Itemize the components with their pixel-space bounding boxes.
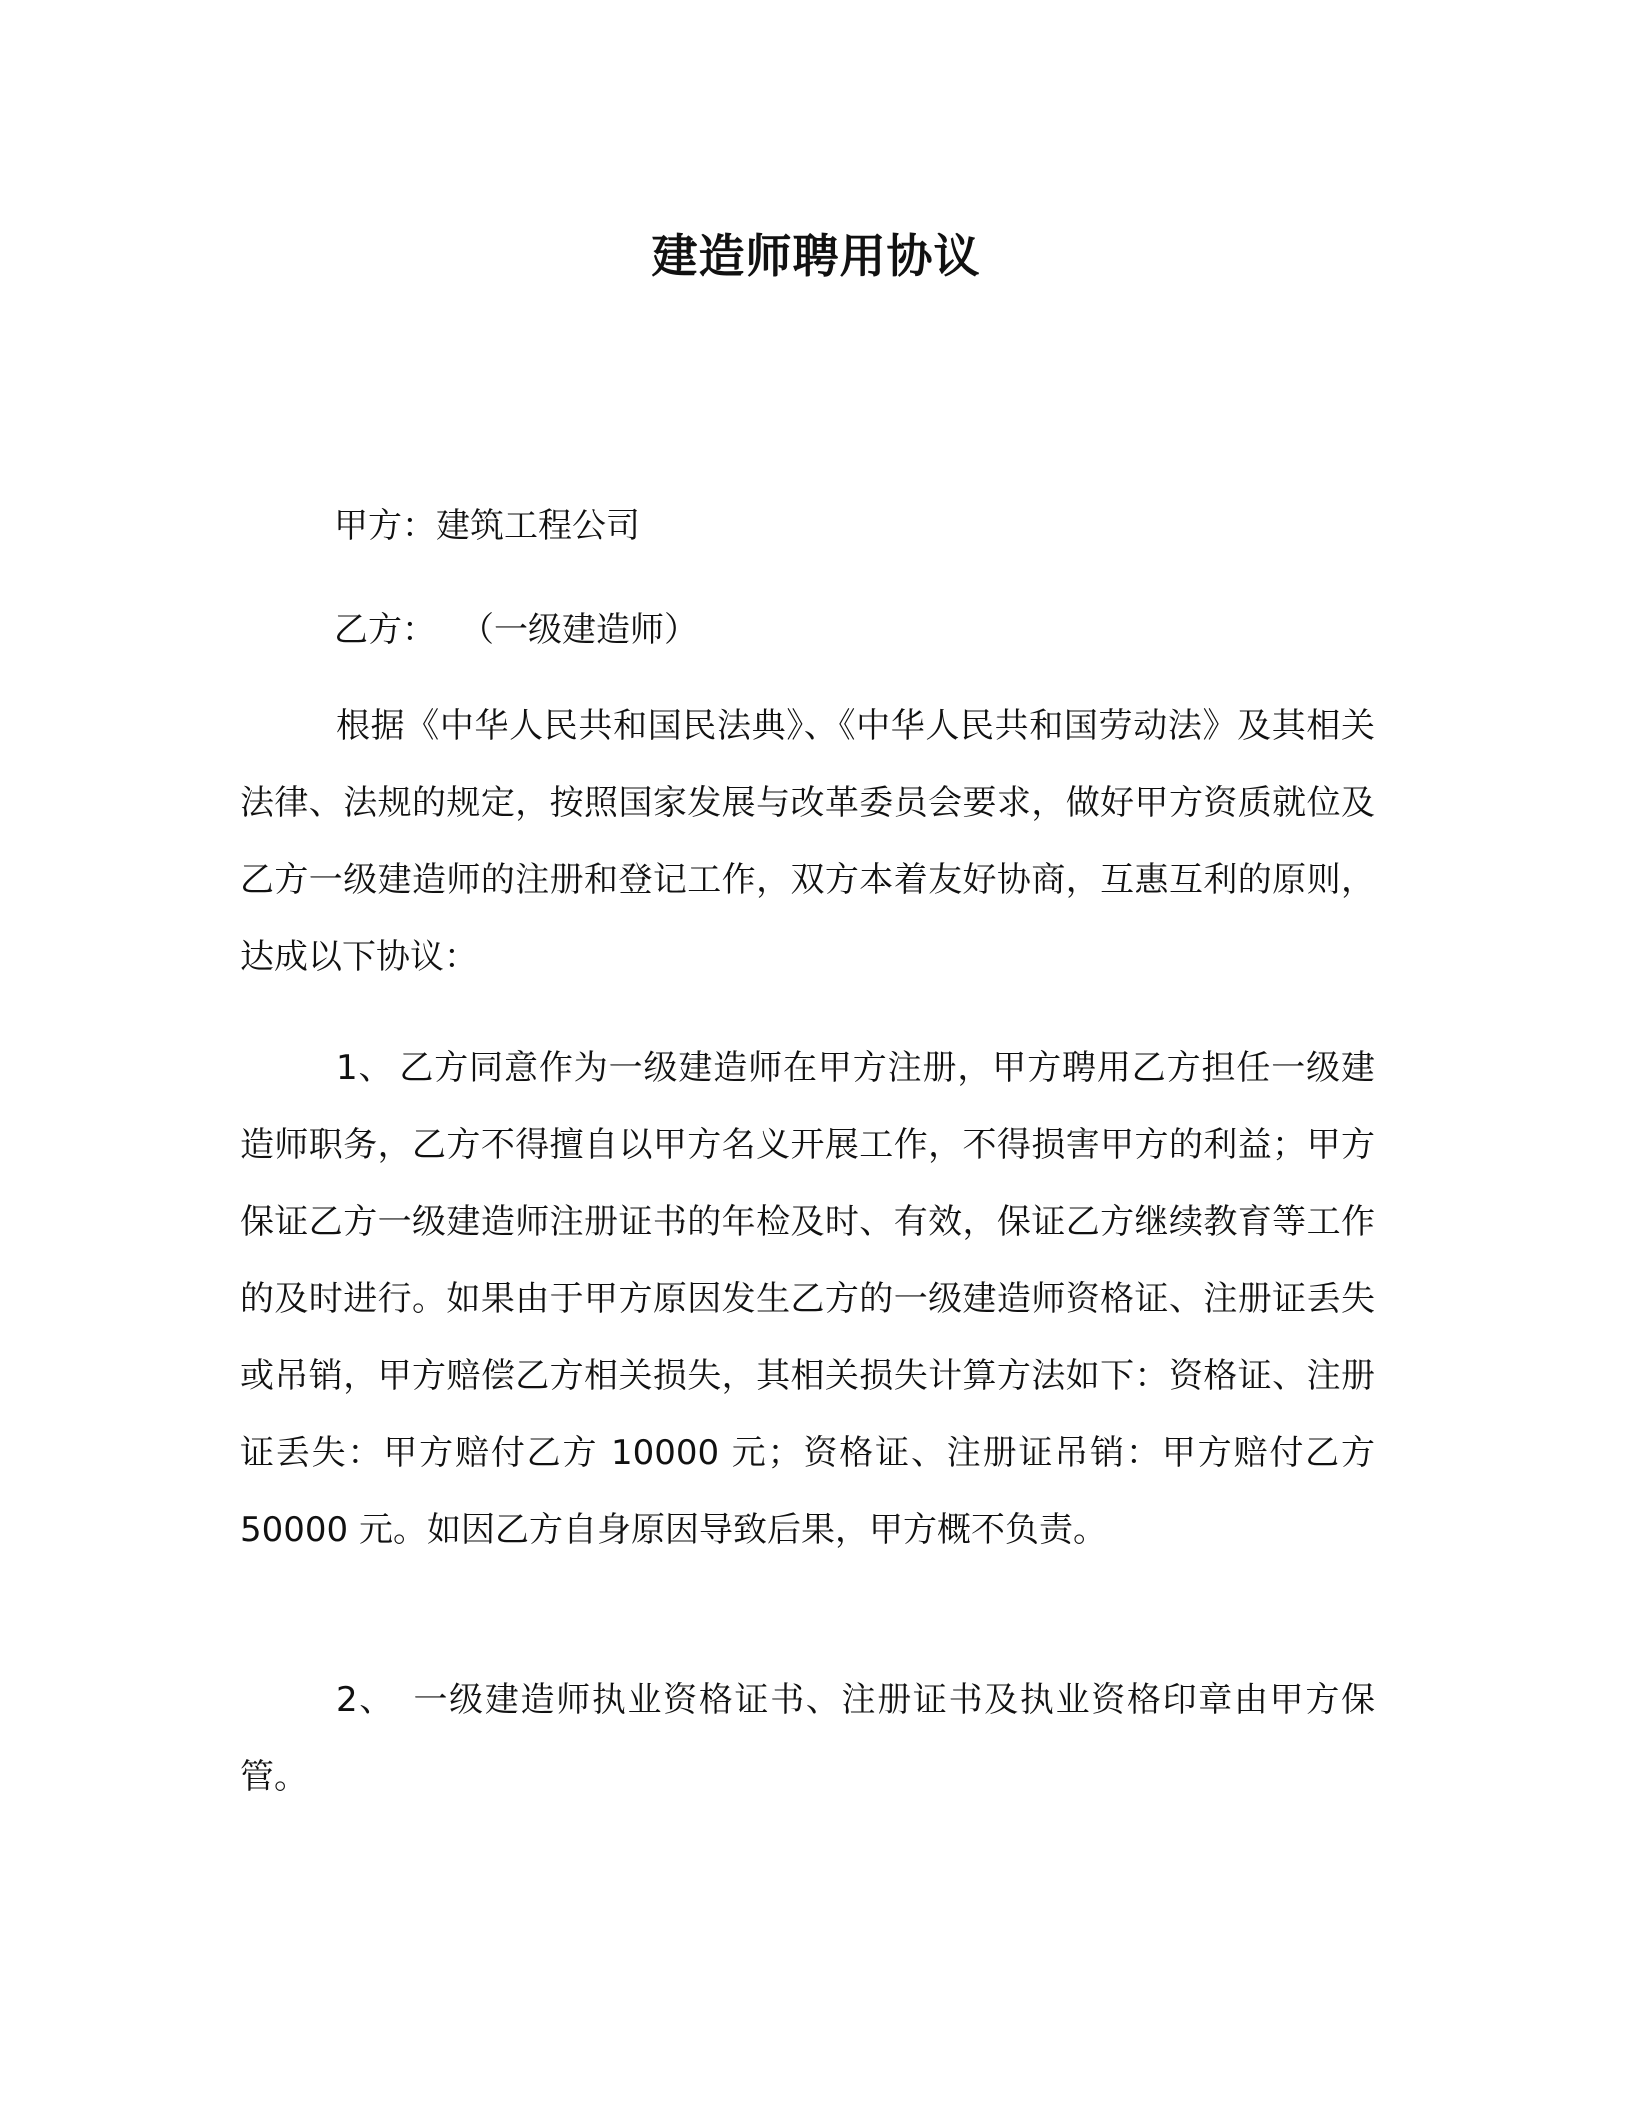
party-a-line xyxy=(334,498,640,547)
clause-2-number: 2、 xyxy=(336,1680,395,1720)
clause-2-text: 一级建造师执业资格证书、注册证书及执业资格印章由甲方保管。 xyxy=(240,1680,1375,1797)
party-b-line xyxy=(334,602,698,651)
party-a-value: 建筑工程公司 xyxy=(436,506,640,546)
clause-1-number: 1、 xyxy=(336,1048,394,1088)
party-a-label: 甲方： xyxy=(334,506,436,546)
document-title: 建造师聘用协议 xyxy=(651,229,981,283)
clause-1 xyxy=(240,1030,1375,1569)
preamble-paragraph: 根据《中华人民共和国民法典》、《中华人民共和国劳动法》及其相关法律、法规的规定，按照国家发展与改革委员会要求，做好甲方资质就位及乙方一级建造师的注册和登记工作，双方本着友好协商，互惠互利的原则，达成以下协议： xyxy=(240,706,1375,977)
party-b-value: （一级建造师） xyxy=(460,610,698,650)
clause-1-text: 乙方同意作为一级建造师在甲方注册，甲方聘用乙方担任一级建造师职务，乙方不得擅自以甲方名义开展工作，不得损害甲方的利益；甲方保证乙方一级建造师注册证书的年检及时、有效，保证乙方继续教育等工作的及时进行。如果由于甲方原因发生乙方的一级建造师资格证、注册证丢失或吊销，甲方赔偿乙方相关损失，其相关损失计算方法如下：资格证、注册证丢失：甲方赔付乙方 10000 元；资格证、注册证吊销：甲方赔付乙方 50000 元。如因乙方自身原因导致后果，甲方概不负责。 xyxy=(240,1048,1375,1550)
party-b-label: 乙方： xyxy=(334,610,436,650)
clause-2 xyxy=(240,1662,1375,1816)
